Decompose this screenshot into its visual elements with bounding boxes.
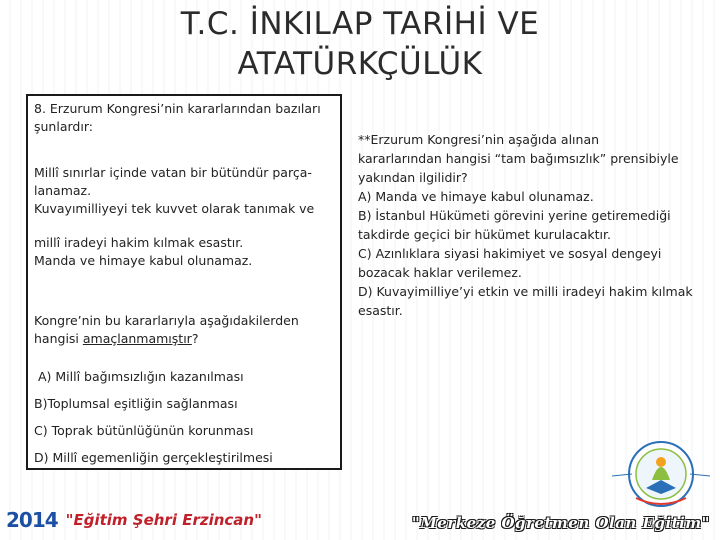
rq-option-b: B) İstanbul Hükümeti görevini yerine getiremediği bbox=[358, 208, 671, 223]
option-b: B)Toplumsal eşitliğin sağlanması bbox=[34, 396, 238, 411]
rq-line: takdirde geçici bir hükümet kurulacaktır. bbox=[358, 227, 611, 242]
decision-3: millî iradeyi hakim kılmak esastır. bbox=[34, 235, 244, 250]
second-question bbox=[358, 130, 703, 320]
question-box bbox=[26, 94, 342, 470]
rq-line: esastır. bbox=[358, 303, 403, 318]
option-d: D) Millî egemenliğin gerçekleştirilmesi bbox=[34, 450, 273, 465]
rq-option-d: D) Kuvayimilliye’yi etkin ve milli iradeyi hakim kılmak bbox=[358, 284, 693, 299]
prompt-underlined: amaçlanmamıştır bbox=[82, 331, 192, 346]
footer-slogan-right: "Merkeze Öğretmen Olan Eğitim" bbox=[411, 514, 710, 532]
decision-2: Kuvayımilliyeyi tek kuvvet olarak tanımak ve bbox=[34, 201, 315, 216]
title-line-1: T.C. İNKILAP TARİHİ VE bbox=[180, 6, 540, 42]
page-title bbox=[90, 4, 630, 84]
rq-option-c: C) Azınlıklara siyasi hakimiyet ve sosyal dengeyi bbox=[358, 246, 662, 261]
prompt-post: ? bbox=[191, 331, 199, 346]
prompt-pre: hangisi bbox=[34, 331, 83, 346]
question-text: 8. Erzurum Kongresi’nin kararlarından bazıları şunlardır: bbox=[34, 101, 321, 134]
rq-line: kararlarından hangisi “tam bağımsızlık” prensibiyle bbox=[358, 151, 679, 166]
rq-line: **Erzurum Kongresi’nin aşağıda alınan bbox=[358, 132, 600, 147]
footer-left bbox=[6, 506, 262, 534]
footer-slogan-left: "Eğitim Şehri Erzincan" bbox=[65, 511, 262, 529]
rq-option-a: A) Manda ve himaye kabul olunamaz. bbox=[358, 189, 594, 204]
title-line-2: ATATÜRKÇÜLÜK bbox=[237, 46, 483, 82]
decision-1a: Millî sınırlar içinde vatan bir bütündür parça- bbox=[34, 165, 312, 180]
decision-4: Manda ve himaye kabul olunamaz. bbox=[34, 253, 253, 268]
rq-line: bozacak haklar verilemez. bbox=[358, 265, 522, 280]
prompt-line-1: Kongre’nin bu kararlarıyla aşağıdakilerden bbox=[34, 313, 299, 328]
rq-line: yakından ilgilidir? bbox=[358, 170, 468, 185]
option-c: C) Toprak bütünlüğünün korunması bbox=[34, 423, 254, 438]
decision-1b: lanamaz. bbox=[34, 183, 92, 198]
education-logo-icon bbox=[606, 432, 716, 512]
prompt-line-2 bbox=[34, 330, 334, 348]
option-a: A) Millî bağımsızlığın kazanılması bbox=[34, 369, 244, 384]
footer-year: 2014 bbox=[6, 508, 58, 532]
